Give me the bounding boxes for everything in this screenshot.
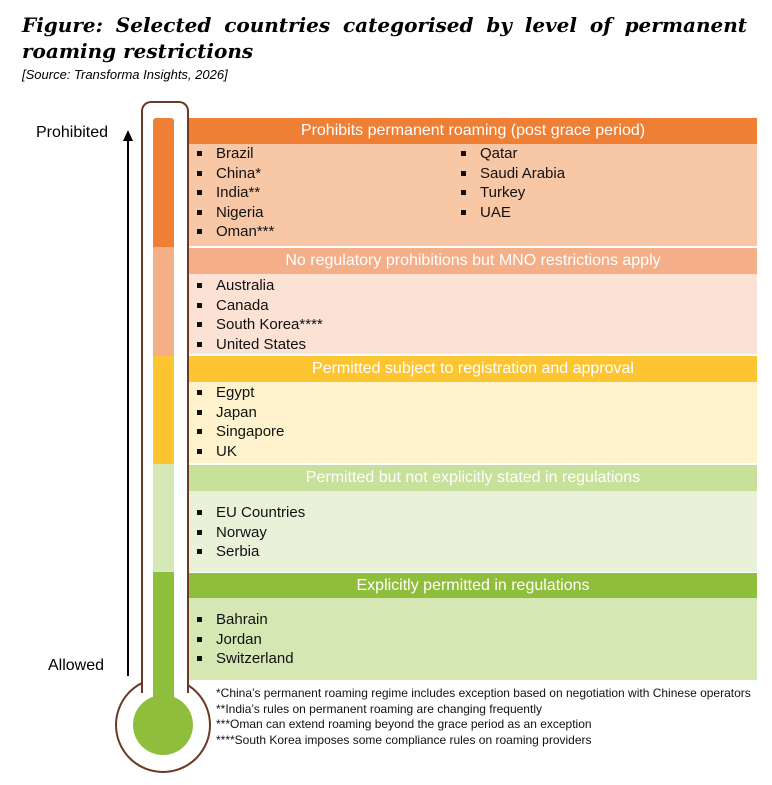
country-list-item bbox=[453, 144, 565, 164]
country-list-item bbox=[189, 649, 294, 669]
scale-arrow-shaft bbox=[127, 140, 129, 676]
country-name: Serbia bbox=[216, 543, 260, 560]
square-bullet-icon bbox=[197, 549, 202, 554]
band-list-col1 bbox=[189, 144, 274, 242]
country-list-item bbox=[189, 276, 323, 296]
country-name: UAE bbox=[480, 203, 511, 221]
country-list-item bbox=[189, 203, 274, 223]
square-bullet-icon bbox=[461, 151, 466, 156]
country-name: Singapore bbox=[216, 423, 285, 440]
country-name: Switzerland bbox=[216, 650, 294, 667]
country-name: Saudi Arabia bbox=[480, 164, 566, 182]
footnote: ***Oman can extend roaming beyond the grace period as an exception bbox=[216, 717, 592, 731]
country-list-item bbox=[189, 296, 323, 316]
country-name: Qatar bbox=[480, 145, 518, 162]
scale-bottom-label: Allowed bbox=[48, 657, 105, 674]
thermometer-segment-prohibited bbox=[153, 118, 174, 247]
band-header-not-stated: Permitted but not explicitly stated in regulations bbox=[189, 465, 757, 491]
country-name: Jordan bbox=[216, 630, 262, 648]
square-bullet-icon bbox=[197, 210, 202, 215]
square-bullet-icon bbox=[197, 390, 202, 395]
band-list-col2 bbox=[453, 144, 565, 222]
country-name: China* bbox=[216, 164, 262, 182]
footnote: ****South Korea imposes some compliance rules on roaming providers bbox=[216, 732, 592, 747]
country-list-item bbox=[189, 422, 284, 442]
band-header-mno: No regulatory prohibitions but MNO restrictions apply bbox=[189, 248, 757, 274]
country-name: Egypt bbox=[216, 384, 255, 401]
arrow-up-icon bbox=[123, 130, 133, 141]
figure-source: [Source: Transforma Insights, 2026] bbox=[22, 67, 228, 82]
country-name: India** bbox=[216, 184, 261, 201]
scale-top-label: Prohibited bbox=[36, 124, 109, 141]
figure-title: Figure: Selected countries categorised by level of permanent roaming restrictions bbox=[22, 13, 747, 63]
band-body-explicit bbox=[189, 598, 757, 680]
country-name: EU Countries bbox=[216, 504, 306, 521]
country-list-item bbox=[189, 542, 305, 562]
country-name: Nigeria bbox=[216, 203, 264, 221]
footnote: **India’s rules on permanent roaming are changing frequently bbox=[216, 701, 542, 716]
country-name: South Korea**** bbox=[216, 316, 323, 333]
footnotes bbox=[216, 686, 756, 748]
band-header-prohibited: Prohibits permanent roaming (post grace period) bbox=[189, 118, 757, 144]
country-list-item bbox=[189, 144, 274, 164]
country-name: Bahrain bbox=[216, 611, 268, 628]
country-name: UK bbox=[216, 442, 237, 460]
square-bullet-icon bbox=[197, 151, 202, 156]
square-bullet-icon bbox=[197, 429, 202, 434]
square-bullet-icon bbox=[197, 656, 202, 661]
country-list-item bbox=[189, 335, 323, 355]
square-bullet-icon bbox=[197, 190, 202, 195]
square-bullet-icon bbox=[461, 190, 466, 195]
country-list-item bbox=[189, 630, 294, 650]
country-list-item bbox=[189, 403, 284, 423]
country-list-item bbox=[189, 222, 274, 242]
band-body-mno bbox=[189, 274, 757, 354]
country-list-item bbox=[189, 442, 284, 462]
country-list-item bbox=[189, 315, 323, 335]
square-bullet-icon bbox=[197, 322, 202, 327]
band-body-registration bbox=[189, 382, 757, 463]
square-bullet-icon bbox=[461, 171, 466, 176]
country-name: United States bbox=[216, 335, 307, 353]
square-bullet-icon bbox=[461, 210, 466, 215]
country-name: Oman*** bbox=[216, 223, 275, 240]
band-list-col1 bbox=[189, 503, 305, 562]
thermometer-segment-registration bbox=[153, 356, 174, 464]
country-name: Norway bbox=[216, 523, 267, 541]
band-list-col1 bbox=[189, 610, 294, 669]
country-list-item bbox=[189, 503, 305, 523]
square-bullet-icon bbox=[197, 410, 202, 415]
band-body-prohibited bbox=[189, 144, 757, 246]
country-list-item bbox=[453, 203, 565, 223]
thermometer-segment-explicit bbox=[153, 572, 174, 682]
band-list-col1 bbox=[189, 276, 323, 354]
band-body-not-stated bbox=[189, 491, 757, 572]
thermometer-neck-fill bbox=[153, 680, 174, 705]
country-list-item bbox=[189, 383, 284, 403]
band-list-col1 bbox=[189, 383, 284, 461]
square-bullet-icon bbox=[197, 449, 202, 454]
country-list-item bbox=[453, 164, 565, 184]
country-list-item bbox=[189, 610, 294, 630]
square-bullet-icon bbox=[197, 229, 202, 234]
country-list-item bbox=[189, 183, 274, 203]
band-header-registration: Permitted subject to registration and approval bbox=[189, 356, 757, 382]
square-bullet-icon bbox=[197, 171, 202, 176]
country-name: Canada bbox=[216, 296, 269, 314]
thermometer-segment-not-stated bbox=[153, 464, 174, 572]
footnote: *China’s permanent roaming regime includes exception based on negotiation with Chinese operators bbox=[216, 686, 751, 700]
thermometer-segment-mno bbox=[153, 247, 174, 356]
country-name: Brazil bbox=[216, 145, 254, 162]
country-name: Australia bbox=[216, 277, 275, 294]
band-header-explicit: Explicitly permitted in regulations bbox=[189, 573, 757, 599]
square-bullet-icon bbox=[197, 510, 202, 515]
square-bullet-icon bbox=[197, 617, 202, 622]
country-name: Japan bbox=[216, 403, 257, 421]
country-list-item bbox=[189, 164, 274, 184]
country-list-item bbox=[453, 183, 565, 203]
square-bullet-icon bbox=[197, 283, 202, 288]
square-bullet-icon bbox=[197, 342, 202, 347]
country-list-item bbox=[189, 523, 305, 543]
square-bullet-icon bbox=[197, 637, 202, 642]
square-bullet-icon bbox=[197, 530, 202, 535]
square-bullet-icon bbox=[197, 303, 202, 308]
country-name: Turkey bbox=[480, 184, 526, 201]
